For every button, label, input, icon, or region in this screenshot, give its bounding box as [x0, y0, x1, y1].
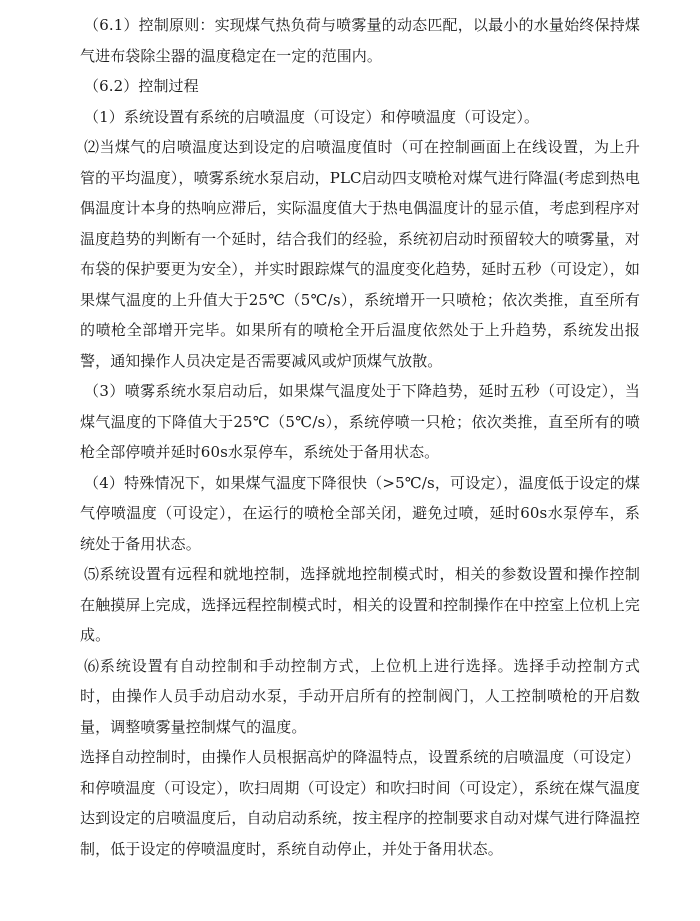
- paragraph-auto-control: 选择自动控制时，由操作人员根据高炉的降温特点，设置系统的启喷温度（可设定）和停喷温度（可设定），吹扫周期（可设定）和吹扫时间（可设定），系统在煤气温度达到设定的启喷温度后，自动启动系统，按主程序的控制要求自动对煤气进行降温控制，低于设定的停喷温度时，系统自动停止，并处于备用状态。: [80, 748, 640, 858]
- paragraph-item-5: ⑸系统设置有远程和就地控制，选择就地控制模式时，相关的参数设置和操作控制在触摸屏上完成，选择远程控制模式时，相关的设置和控制操作在中控室上位机上完成。: [80, 565, 640, 644]
- paragraph-6-1-control-principle: （6.1）控制原则：实现煤气热负荷与喷雾量的动态匹配，以最小的水量始终保持煤气进布袋除尘器的温度稳定在一定的范围内。: [80, 16, 640, 65]
- paragraph-item-2: ⑵当煤气的启喷温度达到设定的启喷温度值时（可在控制画面上在线设置，为上升管的平均温度），喷雾系统水泵启动，PLC启动四支喷枪对煤气进行降温(考虑到热电偶温度计本身的热响应滞后，实际温度值大于热电偶温度计的显示值，考虑到程序对温度趋势的判断有一个延时，结合我们的经验，系统初启动时预留较大的喷雾量，对布袋的保护要更为安全），并实时跟踪煤气的温度变化趋势，延时五秒（可设定），如果煤气温度的上升值大于25℃（5℃/s），系统增开一只喷枪；依次类推，直至所有的喷枪全部增开完毕。如果所有的喷枪全开后温度依然处于上升趋势，系统发出报警，通知操作人员决定是否需要减风或炉顶煤气放散。: [80, 138, 640, 370]
- document-page: [80, 10, 640, 864]
- paragraph-item-1: （1）系统设置有系统的启喷温度（可设定）和停喷温度（可设定）。: [84, 107, 540, 126]
- paragraph-item-6: ⑹系统设置有自动控制和手动控制方式，上位机上进行选择。选择手动控制方式时，由操作人员手动启动水泵，手动开启所有的控制阀门，人工控制喷枪的开启数量，调整喷雾量控制煤气的温度。: [80, 656, 640, 736]
- paragraph-item-3: （3）喷雾系统水泵启动后，如果煤气温度处于下降趋势，延时五秒（可设定），当煤气温度的下降值大于25℃（5℃/s），系统停喷一只枪；依次类推，直至所有的喷枪全部停喷并延时60s水泵停车，系统处于备用状态。: [80, 382, 640, 461]
- paragraph-item-4: （4）特殊情况下，如果煤气温度下降很快（>5℃/s，可设定），温度低于设定的煤气停喷温度（可设定），在运行的喷枪全部关闭，避免过喷，延时60s水泵停车，系统处于备用状态。: [80, 473, 640, 553]
- section-heading-6-2-control-process: （6.2）控制过程: [84, 77, 199, 95]
